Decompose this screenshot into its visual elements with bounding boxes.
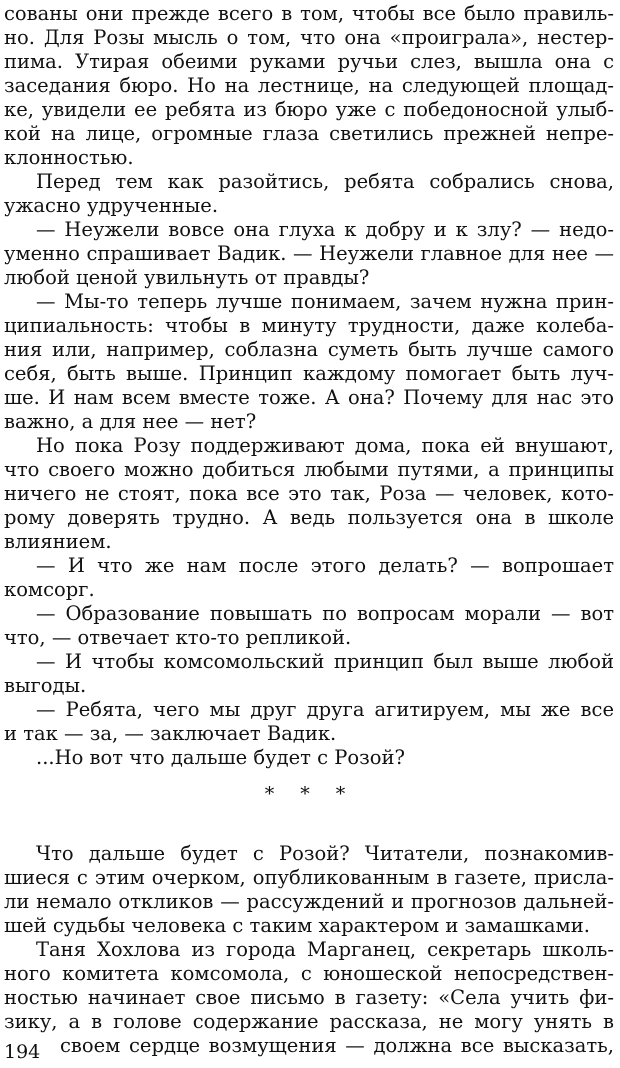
text-line: шиеся с этим очерком, опубликованным в газете, присла- bbox=[4, 866, 614, 889]
text-line: рому доверять трудно. А ведь пользуется она в школе bbox=[4, 506, 614, 529]
dialogue-line: — И что же нам после этого делать? — вопрошает bbox=[36, 554, 614, 577]
dialogue-line: — Мы-то теперь лучше понимаем, зачем нужна прин- bbox=[36, 290, 614, 313]
text-line: ше. И нам всем вместе тоже. А она? Почему для нас это bbox=[4, 386, 614, 409]
dialogue-line: — И чтобы комсомольский принцип был выше любой bbox=[36, 650, 614, 673]
paragraph-start-line: Таня Хохлова из города Марганец, секретарь школь- bbox=[36, 938, 614, 961]
dialogue-line: — Неужели вовсе она глуха к добру и к злу? — недо- bbox=[36, 218, 614, 241]
text-line: ципиальность: чтобы в минуту трудности, даже колеба- bbox=[4, 314, 614, 337]
text-line: ния или, например, соблазна суметь быть лучше самого bbox=[4, 338, 614, 361]
dialogue-line: — Образование повышать по вопросам морали — вот bbox=[36, 602, 614, 625]
text-line: ке, увидели ее ребята из бюро уже с победоносной улыб- bbox=[4, 98, 614, 121]
text-line: ностью начинает свое письмо в газету: «Села учить фи- bbox=[4, 986, 614, 1009]
text-line: ного комитета комсомола, с юношеской непосредствен- bbox=[4, 962, 614, 985]
page-number: 194 bbox=[4, 1041, 41, 1063]
text-line: влиянием. bbox=[4, 530, 112, 553]
text-line: важно, а для нее — нет? bbox=[4, 410, 257, 433]
text-line: ли немало откликов — рассуждений и прогнозов дальней- bbox=[4, 890, 614, 913]
paragraph-start-line: ...Но вот что дальше будет с Розой? bbox=[36, 746, 405, 769]
text-line: заседания бюро. Но на лестнице, на следующей площад- bbox=[4, 74, 614, 97]
paragraph-start-line: Что дальше будет с Розой? Читатели, познакомив- bbox=[36, 842, 614, 865]
text-line: ужасно удрученные. bbox=[4, 194, 219, 217]
text-line: что своего можно добиться любыми путями, а принципы bbox=[4, 458, 614, 481]
text-line: что, — отвечает кто-то репликой. bbox=[4, 626, 352, 649]
text-line: и так — за, — заключает Вадик. bbox=[4, 722, 337, 745]
text-line: своем сердце возмущения — должна все высказать, bbox=[60, 1034, 614, 1057]
text-line: клонностью. bbox=[4, 146, 134, 169]
text-line: сованы они прежде всего в том, чтобы все было правиль- bbox=[4, 2, 614, 25]
paragraph-start-line: Перед тем как разойтись, ребята собрались снова, bbox=[36, 170, 614, 193]
text-line: шей судьбы человека с таким характером и замашками. bbox=[4, 914, 590, 937]
section-separator: * * * bbox=[264, 783, 356, 805]
text-line: себя, быть выше. Принцип каждому помогает быть луч- bbox=[4, 362, 614, 385]
paragraph-start-line: Но пока Розу поддерживают дома, пока ей внушают, bbox=[36, 434, 614, 457]
text-line: но. Для Розы мысль о том, что она «проиграла», нестер- bbox=[4, 26, 614, 49]
text-line: кой на лице, огромные глаза светились прежней непре- bbox=[4, 122, 614, 145]
text-line: выгоды. bbox=[4, 674, 87, 697]
text-line: комсорг. bbox=[4, 578, 95, 601]
text-line: уменно спрашивает Вадик. — Неужели главное для нее — bbox=[4, 242, 614, 265]
text-line: зику, а в голове содержание рассказа, не могу унять в bbox=[4, 1010, 614, 1033]
text-line: любой ценой увильнуть от правды? bbox=[4, 266, 370, 289]
text-line: пима. Утирая обеими руками ручьи слез, вышла она с bbox=[4, 50, 614, 73]
dialogue-line: — Ребята, чего мы друг друга агитируем, мы же все bbox=[36, 698, 614, 721]
text-line: ничего не стоят, пока все это так, Роза — человек, кото- bbox=[4, 482, 614, 505]
